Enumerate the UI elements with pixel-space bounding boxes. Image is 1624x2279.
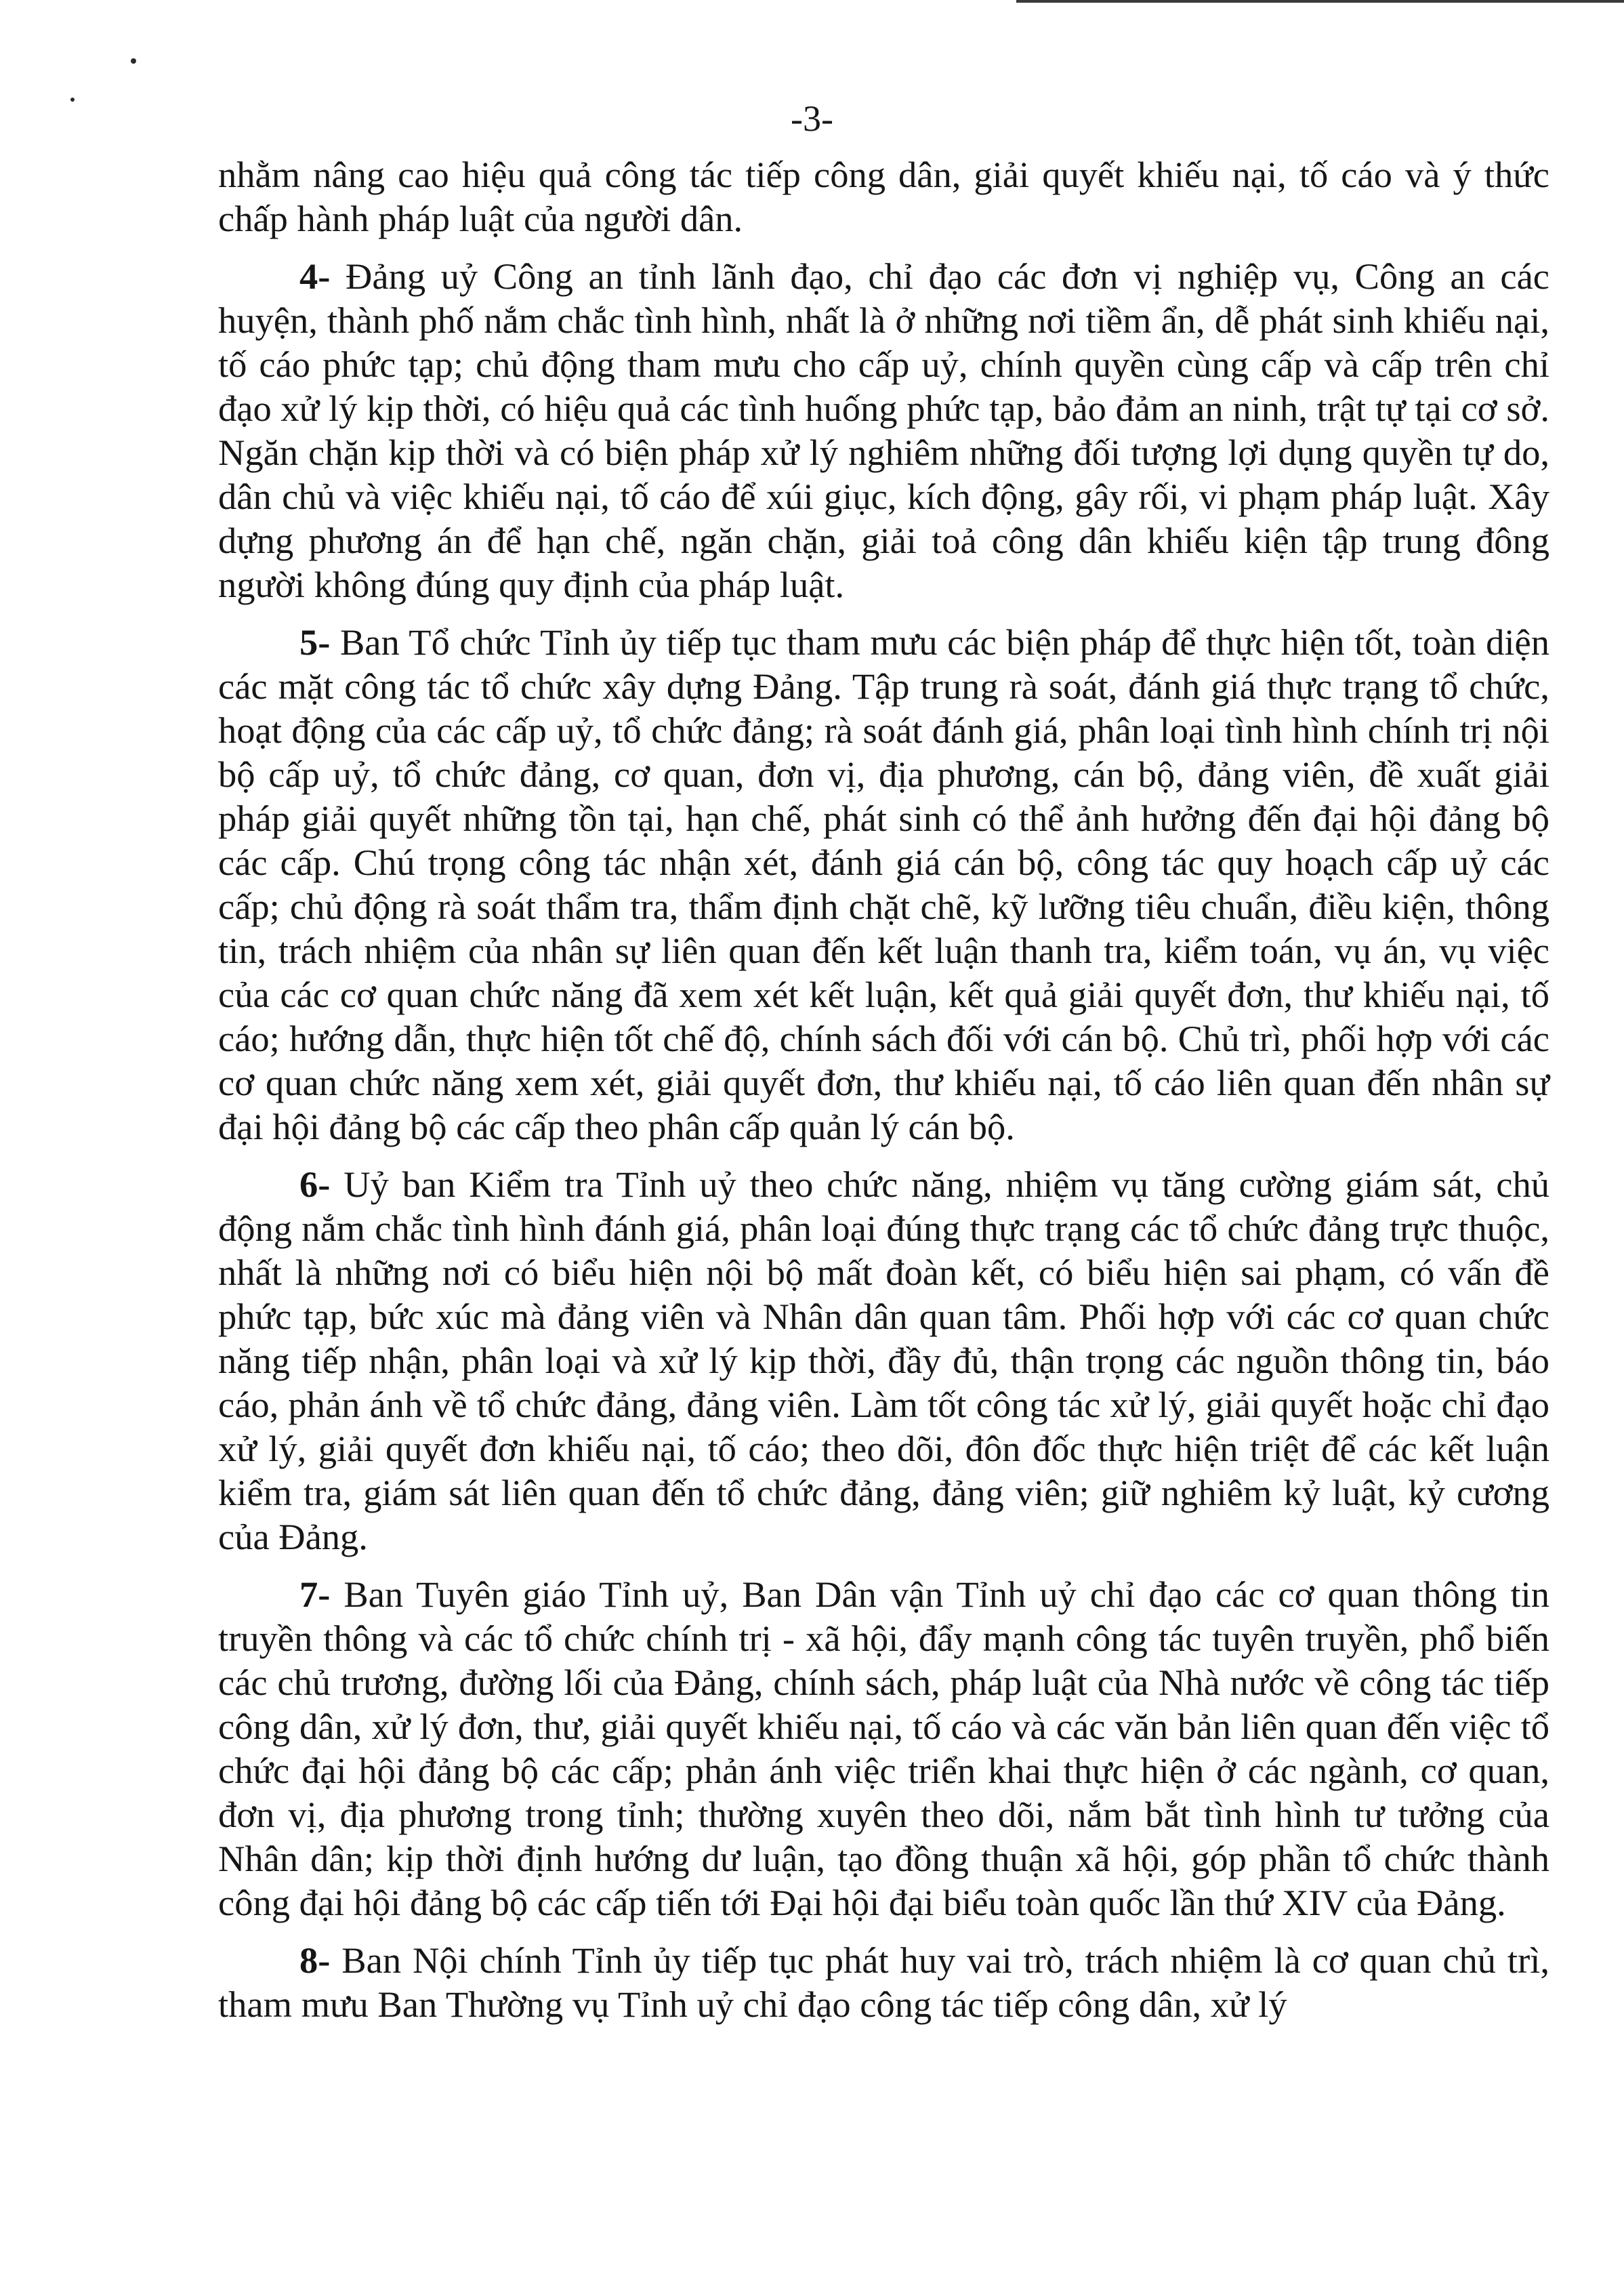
- paragraph-4: [218, 254, 1549, 607]
- paragraph-6: [218, 1162, 1549, 1559]
- paragraph-continuation: [218, 152, 1549, 241]
- paragraph-7: [218, 1572, 1549, 1925]
- page-number: -3-: [791, 98, 833, 139]
- paragraph-number: 7-: [299, 1574, 331, 1615]
- paragraph-number: 6-: [299, 1164, 331, 1205]
- paragraph-text: Ban Tổ chức Tỉnh ủy tiếp tục tham mưu các biện pháp để thực hiện tốt, toàn diện các mặt công tác tổ chức xây dựng Đảng. Tập trung rà soát, đánh giá thực trạng tổ chức, hoạt động của các cấp uỷ, tổ chức đảng; rà soát đánh giá, phân loại tình hình chính trị nội bộ cấp uỷ, tổ chức đảng, cơ quan, đơn vị, địa phương, cán bộ, đảng viên, đề xuất giải pháp giải quyết những tồn tại, hạn chế, phát sinh có thể ảnh hưởng đến đại hội đảng bộ các cấp. Chú trọng công tác nhận xét, đánh giá cán bộ, công tác quy hoạch cấp uỷ các cấp; chủ động rà soát thẩm tra, thẩm định chặt chẽ, kỹ lưỡng tiêu chuẩn, điều kiện, thông tin, trách nhiệm của nhân sự liên quan đến kết luận thanh tra, kiểm toán, vụ án, vụ việc của các cơ quan chức năng đã xem xét kết luận, kết quả giải quyết đơn, thư khiếu nại, tố cáo; hướng dẫn, thực hiện tốt chế độ, chính sách đối với cán bộ. Chủ trì, phối hợp với các cơ quan chức năng xem xét, giải quyết đơn, thư khiếu nại, tố cáo liên quan đến nhân sự đại hội đảng bộ các cấp theo phân cấp quản lý cán bộ.: [218, 621, 1549, 1147]
- paragraph-number: 4-: [299, 255, 331, 297]
- paragraph-text: Đảng uỷ Công an tỉnh lãnh đạo, chỉ đạo các đơn vị nghiệp vụ, Công an các huyện, thành phố nắm chắc tình hình, nhất là ở những nơi tiềm ẩn, dễ phát sinh khiếu nại, tố cáo phức tạp; chủ động tham mưu cho cấp uỷ, chính quyền cùng cấp và cấp trên chỉ đạo xử lý kịp thời, có hiệu quả các tình huống phức tạp, bảo đảm an ninh, trật tự tại cơ sở. Ngăn chặn kịp thời và có biện pháp xử lý nghiêm những đối tượng lợi dụng quyền tự do, dân chủ và việc khiếu nại, tố cáo để xúi giục, kích động, gây rối, vi phạm pháp luật. Xây dựng phương án để hạn chế, ngăn chặn, giải toả công dân khiếu kiện tập trung đông người không đúng quy định của pháp luật.: [218, 255, 1549, 605]
- scan-speck: [131, 58, 136, 64]
- paragraph-number: 8-: [299, 1939, 331, 1981]
- paragraph-number: 5-: [299, 621, 331, 663]
- paragraph-text: nhằm nâng cao hiệu quả công tác tiếp công dân, giải quyết khiếu nại, tố cáo và ý thức chấp hành pháp luật của người dân.: [218, 154, 1549, 239]
- paragraph-text: Ban Nội chính Tỉnh ủy tiếp tục phát huy vai trò, trách nhiệm là cơ quan chủ trì, tham mưu Ban Thường vụ Tỉnh uỷ chỉ đạo công tác tiếp công dân, xử lý: [218, 1939, 1549, 2025]
- paragraph-text: Ban Tuyên giáo Tỉnh uỷ, Ban Dân vận Tỉnh uỷ chỉ đạo các cơ quan thông tin truyền thông và các tổ chức chính trị - xã hội, đẩy mạnh công tác tuyên truyền, phổ biến các chủ trương, đường lối của Đảng, chính sách, pháp luật của Nhà nước về công tác tiếp công dân, xử lý đơn, thư, giải quyết khiếu nại, tố cáo và các văn bản liên quan đến việc tổ chức đại hội đảng bộ các cấp; phản ánh việc triển khai thực hiện ở các ngành, cơ quan, đơn vị, địa phương trong tỉnh; thường xuyên theo dõi, nắm bắt tình hình tư tưởng của Nhân dân; kịp thời định hướng dư luận, tạo đồng thuận xã hội, góp phần tổ chức thành công đại hội đảng bộ các cấp tiến tới Đại hội đại biểu toàn quốc lần thứ XIV của Đảng.: [218, 1574, 1549, 1923]
- paragraph-text: Uỷ ban Kiểm tra Tỉnh uỷ theo chức năng, nhiệm vụ tăng cường giám sát, chủ động nắm chắc tình hình đánh giá, phân loại đúng thực trạng các tổ chức đảng trực thuộc, nhất là những nơi có biểu hiện nội bộ mất đoàn kết, có biểu hiện sai phạm, có vấn đề phức tạp, bức xúc mà đảng viên và Nhân dân quan tâm. Phối hợp với các cơ quan chức năng tiếp nhận, phân loại và xử lý kịp thời, đầy đủ, thận trọng các nguồn thông tin, báo cáo, phản ánh về tổ chức đảng, đảng viên. Làm tốt công tác xử lý, giải quyết hoặc chỉ đạo xử lý, giải quyết đơn khiếu nại, tố cáo; theo dõi, đôn đốc thực hiện triệt để các kết luận kiểm tra, giám sát liên quan đến tổ chức đảng, đảng viên; giữ nghiêm kỷ luật, kỷ cương của Đảng.: [218, 1164, 1549, 1557]
- paragraph-5: [218, 620, 1549, 1149]
- document-body: [218, 152, 1549, 2040]
- paragraph-8: [218, 1938, 1549, 2026]
- scan-edge-line: [1016, 0, 1624, 3]
